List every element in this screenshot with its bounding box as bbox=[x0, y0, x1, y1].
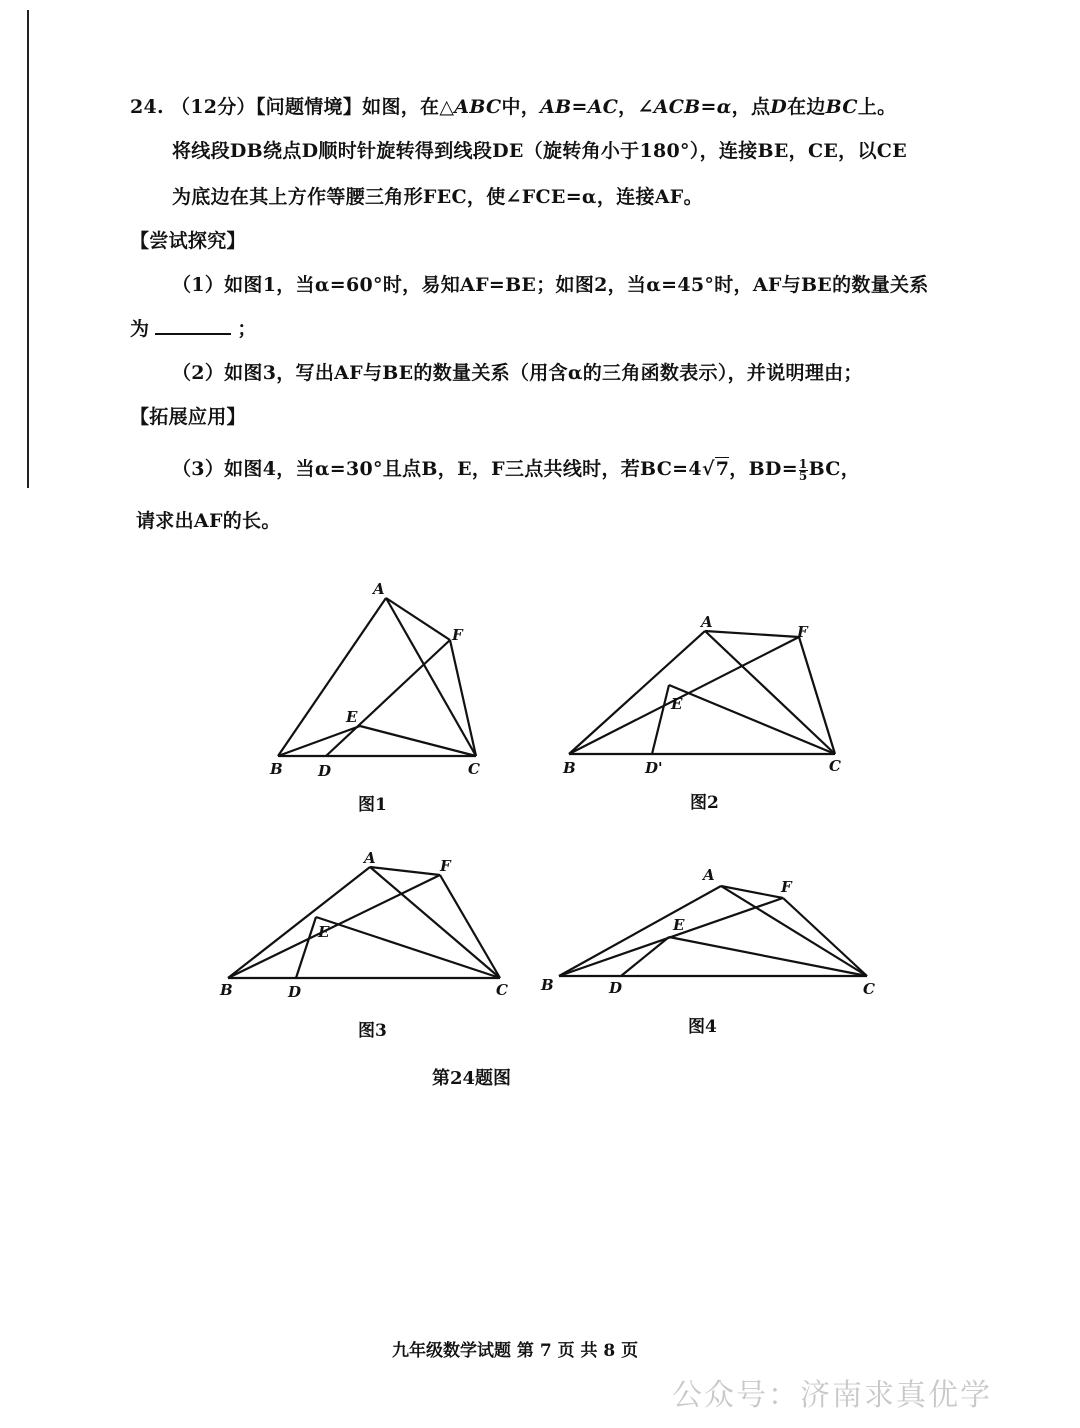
fig4-label-e: E bbox=[673, 916, 685, 934]
fig1-label-b: B bbox=[270, 760, 283, 778]
figure-2-caption: 图2 bbox=[690, 793, 719, 813]
figure-3 bbox=[210, 845, 520, 1009]
q3-mid: ，BD= bbox=[729, 458, 798, 480]
fig1-label-e: E bbox=[346, 708, 358, 726]
intro-text: 如图，在△ bbox=[362, 96, 455, 118]
question-intro-line1: 24. （12分）【问题情境】如图，在△ABC中，AB=AC，∠ACB=α，点D在边BC上。 bbox=[130, 96, 897, 118]
fig2-label-e: E bbox=[671, 695, 683, 713]
q1-suffix: ； bbox=[237, 318, 257, 340]
fig2-label-b: B bbox=[563, 759, 576, 777]
figure-4 bbox=[535, 862, 885, 1006]
fraction-numerator: 1 bbox=[798, 456, 808, 471]
fig2-label-f: F bbox=[797, 623, 808, 641]
intro-text: ，点 bbox=[731, 96, 771, 118]
fig4-label-d: D bbox=[609, 979, 623, 997]
question-number: 24. bbox=[130, 96, 164, 118]
page-margin-line bbox=[27, 10, 29, 488]
fig4-label-c: C bbox=[863, 980, 875, 998]
question-intro-line3: 为底边在其上方作等腰三角形FEC，使∠FCE=α，连接AF。 bbox=[172, 186, 703, 208]
section-extend-heading: 【拓展应用】 bbox=[130, 406, 246, 428]
condition-ab-ac: AB=AC bbox=[540, 96, 619, 118]
figure-4-diagram bbox=[535, 862, 885, 1002]
intro-text: 在边 bbox=[787, 96, 826, 118]
fig2-label-a: A bbox=[701, 613, 713, 631]
figure-4-caption: 图4 bbox=[688, 1017, 717, 1037]
fraction-denominator: 5 bbox=[798, 468, 808, 483]
fig4-label-f: F bbox=[781, 878, 792, 896]
figure-1-caption: 图1 bbox=[358, 795, 387, 815]
q3-line2: 请求出AF的长。 bbox=[136, 510, 281, 532]
sqrt-radicand: 7 bbox=[715, 458, 730, 480]
figure-3-diagram bbox=[210, 845, 520, 1005]
intro-text: 中， bbox=[501, 96, 541, 118]
figure-1 bbox=[260, 560, 500, 794]
triangle-abc: ABC bbox=[454, 96, 502, 118]
fig3-label-c: C bbox=[496, 981, 508, 999]
fig1-label-f: F bbox=[452, 626, 463, 644]
figure-1-diagram bbox=[260, 560, 500, 790]
section-explore-heading: 【尝试探究】 bbox=[130, 230, 246, 252]
fig1-label-a: A bbox=[373, 580, 385, 598]
q1-line2 bbox=[130, 314, 257, 341]
fig4-label-b: B bbox=[541, 976, 554, 994]
q3-prefix: （3）如图4，当α=30°且点B，E，F三点共线时，若BC=4 bbox=[172, 458, 702, 480]
q1-line1: （1）如图1，当α=60°时，易知AF=BE；如图2，当α=45°时，AF与BE的数量关系 bbox=[172, 274, 929, 296]
fig3-label-e: E bbox=[318, 923, 330, 941]
q1-answer-blank[interactable] bbox=[155, 315, 231, 335]
figure-2 bbox=[555, 605, 855, 789]
fig2-label-c: C bbox=[829, 757, 841, 775]
q2-line: （2）如图3，写出AF与BE的数量关系（用含α的三角函数表示），并说明理由； bbox=[172, 362, 863, 384]
fig3-label-d: D bbox=[288, 983, 302, 1001]
page-footer: 九年级数学试题 第 7 页 共 8 页 bbox=[392, 1341, 639, 1361]
q3-suffix: BC， bbox=[808, 458, 861, 480]
question-points: （12分） bbox=[170, 96, 256, 118]
fig3-label-b: B bbox=[220, 981, 233, 999]
question-intro-line2: 将线段DB绕点D顺时针旋转得到线段DE（旋转角小于180°），连接BE，CE，以CE bbox=[172, 140, 907, 162]
sqrt-symbol: √ bbox=[701, 458, 715, 480]
point-d: D bbox=[770, 96, 788, 118]
intro-text: 上。 bbox=[857, 96, 897, 118]
fig1-label-c: C bbox=[468, 760, 480, 778]
fig3-label-a: A bbox=[364, 849, 376, 867]
fig3-label-f: F bbox=[440, 857, 451, 875]
fig4-label-a: A bbox=[703, 866, 715, 884]
figure-title: 第24题图 bbox=[432, 1068, 512, 1089]
q1-prefix: 为 bbox=[130, 318, 150, 340]
side-bc: BC bbox=[825, 96, 858, 118]
fig2-label-d: D' bbox=[645, 759, 663, 777]
fig1-label-d: D bbox=[318, 762, 332, 780]
q3-line1 bbox=[172, 454, 860, 482]
fraction-one-fifth bbox=[798, 456, 808, 483]
section-problem-heading: 【问题情境】 bbox=[255, 96, 363, 118]
condition-angle: ∠ACB=α bbox=[637, 96, 732, 118]
figure-2-diagram bbox=[555, 605, 855, 785]
watermark: 公众号：济南求真优学 bbox=[672, 1378, 992, 1413]
figure-3-caption: 图3 bbox=[358, 1021, 387, 1041]
